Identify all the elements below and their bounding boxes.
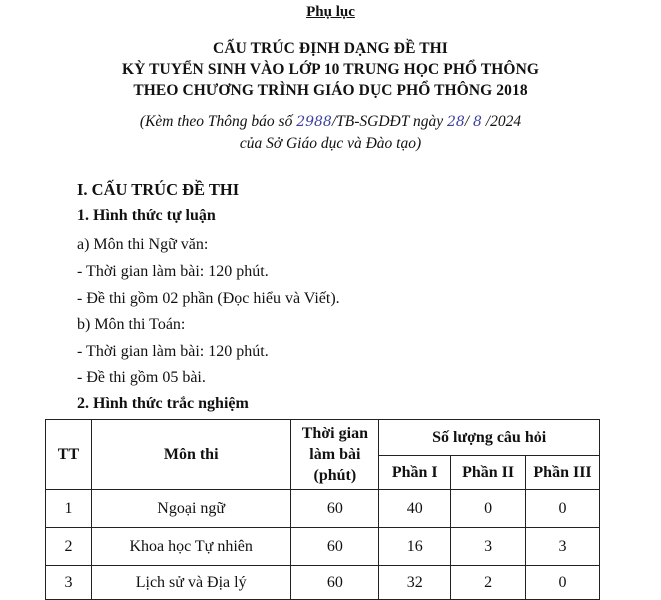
header-tt: TT (46, 420, 92, 490)
row-tt: 1 (46, 490, 92, 528)
reference-note-line-2: của Sở Giáo dục và Đào tạo) (239, 135, 422, 152)
header-part-1: Phần I (379, 456, 451, 490)
literature-subject: a) Môn thi Ngữ văn: (77, 236, 209, 253)
note-separator: / (464, 113, 473, 130)
note-mid: /TB-SGDĐT ngày (331, 113, 447, 130)
subheading-essay-format: 1. Hình thức tự luận (77, 207, 216, 224)
reference-note (0, 111, 661, 154)
header-subject: Môn thi (91, 420, 291, 490)
row-part-2: 3 (451, 528, 526, 566)
title-line-3: THEO CHƯƠNG TRÌNH GIÁO DỤC PHỔ THÔNG 2018 (133, 82, 528, 99)
row-part-1: 16 (379, 528, 451, 566)
table-row (46, 566, 600, 600)
exam-structure-table (45, 419, 600, 600)
row-part-3: 0 (526, 490, 600, 528)
row-subject: Khoa học Tự nhiên (91, 528, 291, 566)
annex-label: Phụ lục (306, 4, 355, 20)
literature-parts: - Đề thi gồm 02 phần (Đọc hiểu và Viết). (77, 290, 340, 307)
handwritten-month: 8 (472, 114, 482, 130)
table-row (46, 528, 600, 566)
literature-time: - Thời gian làm bài: 120 phút. (77, 263, 269, 280)
header-part-3: Phần III (526, 456, 600, 490)
row-part-2: 0 (451, 490, 526, 528)
header-duration: Thời gian làm bài (phút) (291, 420, 379, 490)
row-part-1: 32 (379, 566, 451, 600)
row-tt: 2 (46, 528, 92, 566)
header-part-2: Phần II (451, 456, 526, 490)
row-part-1: 40 (379, 490, 451, 528)
row-subject: Lịch sử và Địa lý (91, 566, 291, 600)
row-duration: 60 (291, 528, 379, 566)
document-title (0, 38, 661, 101)
row-part-3: 3 (526, 528, 600, 566)
handwritten-notice-number: 2988 (296, 114, 332, 130)
section-heading-structure: I. CẤU TRÚC ĐỀ THI (77, 180, 240, 199)
reference-note-line-1 (0, 111, 661, 133)
math-subject: b) Môn thi Toán: (77, 316, 186, 333)
table-header-row (46, 420, 600, 456)
row-duration: 60 (291, 490, 379, 528)
row-tt: 3 (46, 566, 92, 600)
math-time: - Thời gian làm bài: 120 phút. (77, 343, 269, 360)
row-subject: Ngoại ngữ (91, 490, 291, 528)
title-line-1: CẤU TRÚC ĐỊNH DẠNG ĐỀ THI (213, 40, 448, 57)
math-parts: - Đề thi gồm 05 bài. (77, 369, 206, 386)
title-line-2: KỲ TUYỂN SINH VÀO LỚP 10 TRUNG HỌC PHỔ THÔNG (121, 61, 540, 78)
note-year: /2024 (481, 113, 522, 130)
row-part-2: 2 (451, 566, 526, 600)
handwritten-day: 28 (446, 114, 465, 130)
header-question-count: Số lượng câu hỏi (379, 420, 600, 456)
row-duration: 60 (291, 566, 379, 600)
note-prefix: (Kèm theo Thông báo số (139, 113, 297, 130)
table-row (46, 490, 600, 528)
subheading-multiple-choice: 2. Hình thức trắc nghiệm (77, 395, 249, 412)
row-part-3: 0 (526, 566, 600, 600)
